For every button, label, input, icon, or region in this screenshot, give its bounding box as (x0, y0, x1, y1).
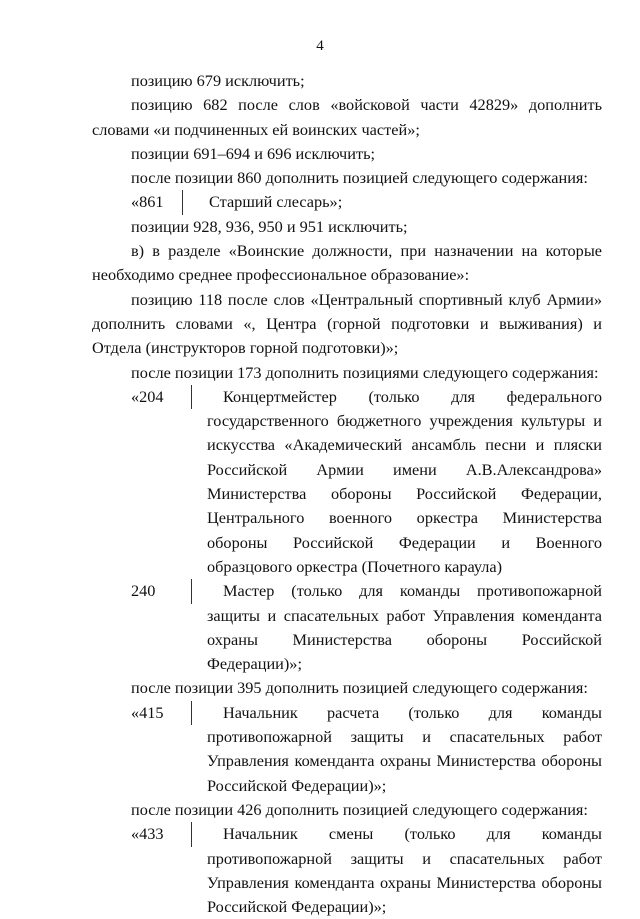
entry-text: Мастер (только для команды противопожарной защиты и спасательных работ Управления коменданта охраны Министерства обороны Российской Федерации)»; (207, 581, 602, 674)
paragraph-p4: после позиции 860 дополнить позицией следующего содержания: (131, 168, 588, 188)
entry-number: «433 (92, 822, 192, 846)
entry-861 (92, 190, 602, 214)
entry-204 (92, 385, 602, 579)
page-number: 4 (316, 38, 324, 54)
entry-number: «861 (92, 190, 183, 214)
paragraph-p7: позицию 118 после слов «Центральный спортивный клуб Армии» дополнить словами «, Центра (горной подготовки и выживания) и Отдела (инструкторов горной подготовки)»; (92, 289, 602, 358)
paragraph-p3: позиции 691–694 и 696 исключить; (131, 143, 376, 163)
entry-number: «415 (92, 701, 192, 725)
paragraph-p2: позицию 682 после слов «войсковой части 42829» дополнить словами «и подчиненных ей воинских частей»; (92, 95, 602, 139)
paragraph-p8: после позиции 173 дополнить позициями следующего содержания: (131, 362, 599, 382)
document-body (92, 69, 602, 919)
paragraph-p10: после позиции 426 дополнить позицией следующего содержания: (131, 799, 588, 819)
paragraph-p6: в) в разделе «Воинские должности, при назначении на которые необходимо среднее профессиональное образование»: (92, 241, 602, 285)
paragraph-p9: после позиции 395 дополнить позицией следующего содержания: (131, 678, 588, 698)
entry-number: 240 (92, 579, 192, 603)
paragraph-p5: позиции 928, 936, 950 и 951 исключить; (131, 216, 408, 236)
entry-415 (92, 701, 602, 798)
entry-text: Старший слесарь»; (209, 192, 343, 212)
paragraph-p1: позицию 679 исключить; (131, 71, 305, 90)
entry-text: Начальник смены (только для команды противопожарной защиты и спасательных работ Управления коменданта охраны Министерства обороны Российской Федерации)»; (207, 824, 602, 917)
entry-240 (92, 579, 602, 676)
entry-number: «204 (92, 385, 192, 409)
entry-text: Начальник расчета (только для команды противопожарной защиты и спасательных работ Управления коменданта охраны Министерства обороны Российской Федерации)»; (207, 702, 602, 795)
entry-text: Концертмейстер (только для федерального государственного бюджетного учреждения культуры и искусства «Академический ансамбль песни и пляски Российской Армии имени А.В.Александрова» Министерства обороны Российской Федерации, Центрального военного оркестра Министерства обороны Российской Федерации и Военного образцового оркестра (Почетного караула) (207, 386, 602, 576)
entry-433 (92, 822, 602, 919)
